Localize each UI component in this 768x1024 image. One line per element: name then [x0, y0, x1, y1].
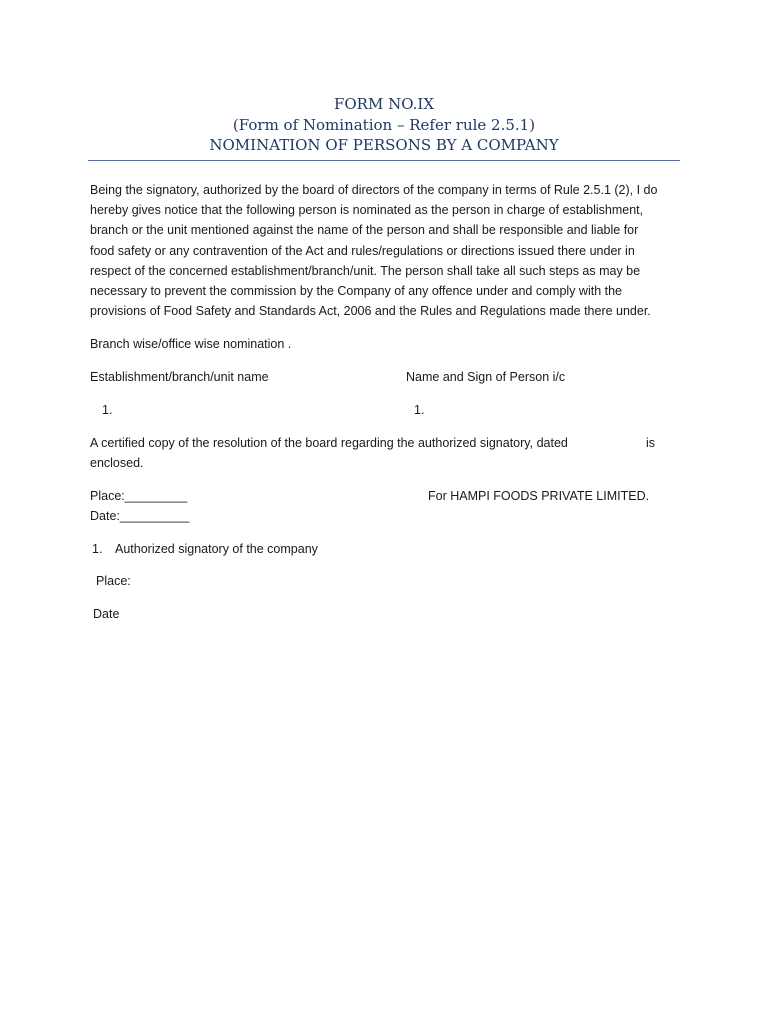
person-column-label: Name and Sign of Person i/c [406, 370, 566, 384]
paragraph-line: food safety or any contravention of the Act and rules/regulations or directions issued there under in [90, 243, 635, 258]
paragraph-line: necessary to prevent the commission by the Company of any offence under and comply with the [90, 284, 623, 299]
paragraph-line: provisions of Food Safety and Standards Act, 2006 and the Rules and Regulations made there under. [90, 304, 651, 319]
company-signature-line: For HAMPI FOODS PRIVATE LIMITED. [428, 489, 650, 503]
signatory-date-label: Date [93, 607, 120, 621]
date-field: Date:__________ [90, 509, 190, 523]
authorized-signatory-text: Authorized signatory of the company [115, 542, 318, 556]
certified-copy-text: A certified copy of the resolution of the board regarding the authorized signatory, dated [90, 436, 568, 450]
signatory-place-label: Place: [96, 574, 131, 588]
nomination-paragraph [90, 180, 680, 321]
form-number-title: FORM NO.IX [333, 95, 435, 113]
paragraph-line: Being the signatory, authorized by the board of directors of the company in terms of Rule 2.5.1 (2), I do [90, 183, 658, 197]
form-heading: NOMINATION OF PERSONS BY A COMPANY [209, 136, 559, 154]
certified-copy-enclosed: enclosed. [90, 456, 144, 470]
establishment-entry-number: 1. [102, 403, 113, 417]
person-entry-number: 1. [414, 403, 425, 417]
form-subtitle: (Form of Nomination – Refer rule 2.5.1) [232, 115, 536, 134]
certified-copy-is: is [646, 436, 656, 450]
establishment-column-label: Establishment/branch/unit name [90, 370, 269, 384]
form-title-block [88, 94, 680, 156]
paragraph-line: hereby gives notice that the following person is nominated as the person in charge of establishment, [90, 203, 644, 218]
paragraph-line: branch or the unit mentioned against the name of the person and shall be responsible and liable for [90, 223, 639, 238]
paragraph-line: respect of the concerned establishment/branch/unit. The person shall take all such steps as may be [90, 263, 641, 278]
branch-nomination-text: Branch wise/office wise nomination . [90, 337, 292, 351]
title-divider [88, 160, 680, 161]
place-field: Place:_________ [90, 489, 188, 503]
signatory-list-number: 1. [92, 542, 103, 556]
